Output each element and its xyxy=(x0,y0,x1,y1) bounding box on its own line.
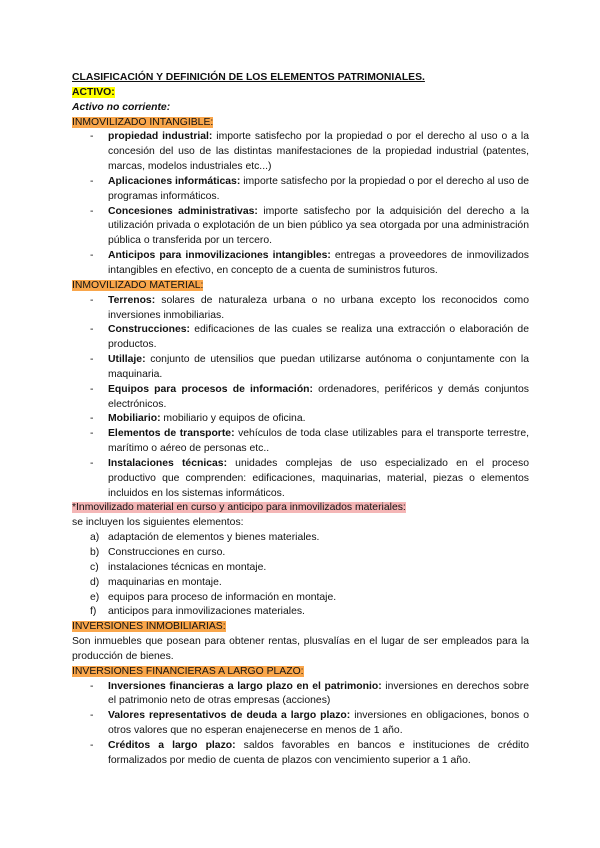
item-text: mobiliario y equipos de oficina. xyxy=(160,413,306,425)
financieras-heading: INVERSIONES FINANCIERAS A LARGO PLAZO: xyxy=(72,665,304,677)
list-item xyxy=(72,739,529,769)
item-text: maquinarias en montaje. xyxy=(108,576,222,588)
list-item xyxy=(72,130,529,175)
item-text: solares de naturaleza urbana o no urbana excepto los reconocidos como inversiones inmobiliarias. xyxy=(108,294,529,321)
item-text: importe satisfecho por la propiedad o por el derecho al uso o a la concesión del uso de las distintas manifestaciones de la propiedad industrial (patentes, marcas, modelos industriales etc...) xyxy=(108,131,529,173)
item-term: Elementos de transporte: xyxy=(108,428,235,440)
item-text: equipos para proceso de información en montaje. xyxy=(108,591,337,603)
list-item xyxy=(72,709,529,739)
item-text: ordenadores, periféricos y demás conjuntos electrónicos. xyxy=(108,383,529,410)
list-item xyxy=(72,323,529,353)
item-text: vehículos de toda clase utilizables para el transporte terrestre, marítimo o aéreo de personas etc.. xyxy=(108,428,529,455)
list-item xyxy=(72,205,529,250)
en-curso-list xyxy=(72,531,529,620)
list-item xyxy=(72,427,529,457)
item-term: Construcciones: xyxy=(108,324,190,336)
list-item xyxy=(72,680,529,710)
item-marker: a) xyxy=(90,532,100,544)
list-item xyxy=(72,249,529,279)
item-text: inversiones en obligaciones, bonos o otros valores que no esperan enajenecerse en menos de 1 año. xyxy=(108,710,529,737)
item-text: instalaciones técnicas en montaje. xyxy=(108,561,267,573)
item-marker: d) xyxy=(90,576,100,588)
en-curso-intro: se incluyen los siguientes elementos: xyxy=(72,517,244,529)
item-text: Construcciones en curso. xyxy=(108,547,226,558)
financieras-list xyxy=(72,680,529,769)
item-marker: b) xyxy=(90,547,100,558)
list-item xyxy=(72,605,529,620)
item-text: adaptación de elementos y bienes materiales. xyxy=(108,532,320,544)
item-term: Utillaje: xyxy=(108,354,146,366)
item-text: edificaciones de las cuales se realiza una extracción o elaboración de productos. xyxy=(108,324,529,351)
activo-heading: ACTIVO: xyxy=(72,86,115,98)
material-heading: INMOVILIZADO MATERIAL: xyxy=(72,279,204,291)
item-term: Aplicaciones informáticas: xyxy=(108,175,241,187)
list-item xyxy=(72,591,529,606)
list-item xyxy=(72,383,529,413)
item-term: Créditos a largo plazo: xyxy=(108,739,236,751)
page-title: CLASIFICACIÓN Y DEFINICIÓN DE LOS ELEMENTOS PATRIMONIALES. xyxy=(72,72,425,83)
item-term: Mobiliario: xyxy=(108,413,161,425)
list-item xyxy=(72,353,529,383)
item-text: importe satisfecho por la propiedad o por el derecho al uso de programas informáticos. xyxy=(108,175,530,202)
document-body xyxy=(72,71,529,769)
list-item xyxy=(72,412,529,427)
item-text: inversiones en derechos sobre el patrimonio neto de otras empresas (acciones) xyxy=(108,680,529,707)
list-item xyxy=(72,294,529,324)
list-item xyxy=(72,546,529,561)
intangible-heading: INMOVILIZADO INTANGIBLE: xyxy=(72,116,214,128)
list-item xyxy=(72,531,529,546)
en-curso-heading: *Inmovilizado material en curso y anticipo para inmovilizados materiales: xyxy=(72,502,406,514)
item-term: Equipos para procesos de información: xyxy=(108,383,313,395)
material-list xyxy=(72,294,529,502)
item-term: propiedad industrial: xyxy=(108,131,213,143)
item-marker: f) xyxy=(90,606,97,618)
item-term: Concesiones administrativas: xyxy=(108,205,258,217)
item-text: saldos favorables en bancos e instituciones de crédito formalizados por medio de cuenta de plazos con vencimiento superior a 1 año. xyxy=(108,739,529,766)
item-text: conjunto de utensilios que puedan utilizarse autónoma o conjuntamente con la maquinaria. xyxy=(108,354,529,380)
item-term: Valores representativos de deuda a largo plazo: xyxy=(108,710,351,722)
item-term: Inversiones financieras a largo plazo en el patrimonio: xyxy=(108,680,382,692)
item-marker: e) xyxy=(90,591,100,603)
list-item xyxy=(72,576,529,591)
list-item xyxy=(72,175,529,205)
item-text: importe satisfecho por la adquisición del derecho a la utilización privada o explotación de un bien público ya sea otorgada por una administración pública o transferida por un tercero. xyxy=(108,205,530,247)
item-text: anticipos para inmovilizaciones materiales. xyxy=(108,606,305,618)
inmobiliarias-heading: INVERSIONES INMOBILIARIAS: xyxy=(72,621,226,633)
activo-no-corriente-heading: Activo no corriente: xyxy=(72,101,171,113)
item-term: Instalaciones técnicas: xyxy=(108,457,228,469)
list-item xyxy=(72,561,529,576)
intangible-list xyxy=(72,130,529,278)
item-marker: c) xyxy=(90,561,99,573)
list-item xyxy=(72,457,529,502)
item-text: unidades complejas de uso especializado en el proceso productivo que comprenden: edificaciones, maquinarias, material, piezas o elementos incluidos en los sistemas informáticos. xyxy=(108,457,529,499)
inmobiliarias-text: Son inmuebles que posean para obtener rentas, plusvalías en el lugar de ser empleados para la producción de bienes. xyxy=(72,636,529,662)
item-term: Anticipos para inmovilizaciones intangibles: xyxy=(108,250,331,262)
item-text: entregas a proveedores de inmovilizados intangibles en efectivo, en concepto de a cuenta de suministros futuros. xyxy=(108,250,529,276)
item-term: Terrenos: xyxy=(108,294,156,306)
